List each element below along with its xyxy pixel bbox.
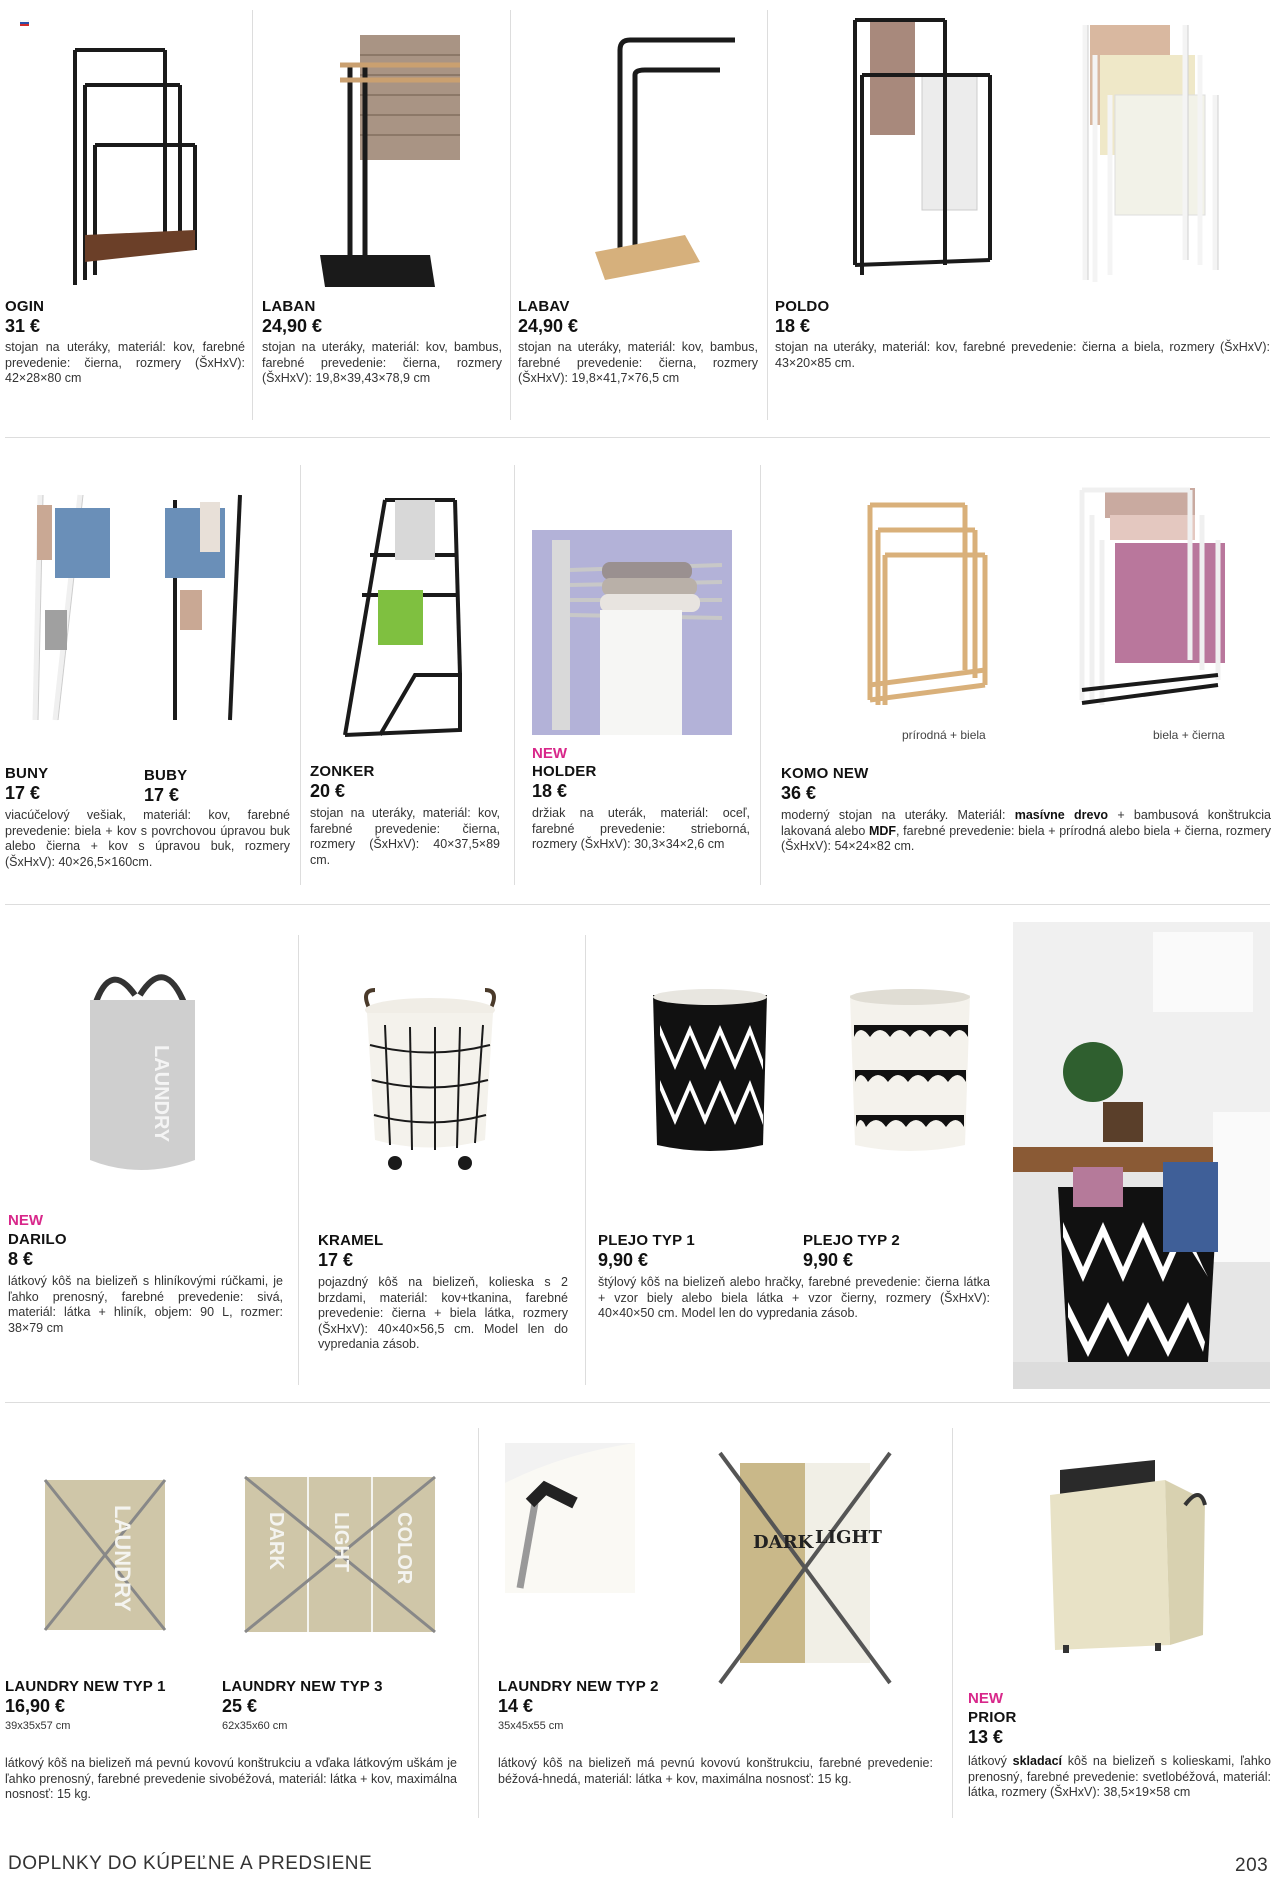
holder-towel-holder-image [532, 530, 732, 735]
product-price: 17 € [5, 783, 41, 803]
product-description: látkový skladací kôš na bielizeň s kolieskami, ľahko prenosný, farebné prevedenie: svetlobéžová, materiál: látka, rozmery (ŠxHxV): 38,5×19×58 cm [968, 1754, 1271, 1799]
product-description: stojan na uteráky, materiál: kov, farebné prevedenie: čierna, rozmery (ŠxHxV): 42×28×80 cm [5, 340, 245, 385]
bag-print-text: DARK [265, 1512, 287, 1570]
product-price: 25 € [222, 1696, 258, 1716]
product-description: viacúčelový vešiak, materiál: kov, farebné prevedenie: biela + kov s povrchovou úpravou buk alebo čierna + kov s úpravou buk, rozmery (ŠxHxV): 40×26,5×160cm. [5, 808, 290, 869]
poldo-black-towel-stand-image [850, 15, 1000, 285]
page-number: 203 [1235, 1855, 1269, 1876]
product-price: 18 € [775, 316, 811, 336]
bag-print-text: LIGHT [330, 1512, 352, 1572]
bag-print-text: COLOR [393, 1512, 415, 1585]
new-badge: NEW [532, 745, 567, 762]
product-price: 17 € [318, 1250, 354, 1270]
poldo-white-towel-stand-image [1075, 20, 1225, 290]
product-description: držiak na uterák, materiál: oceľ, farebné prevedenie: strieborná, rozmery (ŠxHxV): 30,3×34×2,6 cm [532, 806, 750, 851]
bag-print-text: LAUNDRY [110, 1505, 135, 1612]
product-price: 36 € [781, 783, 817, 803]
flag-icon [20, 20, 29, 26]
product-name: DARILO [8, 1231, 67, 1248]
divider [5, 904, 1270, 905]
new-badge: NEW [8, 1212, 43, 1229]
product-dimensions: 62x35x60 cm [222, 1720, 288, 1732]
product-description: látkový kôš na bielizeň má pevnú kovovú konštrukciu a vďaka látkovým uškám je ľahko prenosný, farebné prevedenie sivobéžová, materiál: látka + kov, maximálna nosnosť: 15 kg. [5, 1756, 457, 1801]
product-name: HOLDER [532, 763, 597, 780]
darilo-laundry-bag-image [80, 955, 205, 1175]
bag-print-text: DARK [753, 1532, 814, 1553]
product-description: pojazdný kôš na bielizeň, kolieska s 2 brzdami, materiál: kov+tkanina, farebné prevedenie: čierna + biela látka, rozmery (ŠxHxV): 40×40×56,5 cm. Model len do vypredania zásob. [318, 1275, 568, 1351]
divider [952, 1428, 953, 1818]
bag-print-text: LIGHT [815, 1527, 882, 1548]
product-description: stojan na uteráky, materiál: kov, farebné prevedenie: čierna, rozmery (ŠxHxV): 40×37,5×89 cm. [310, 806, 500, 867]
product-dimensions: 39x35x57 cm [5, 1720, 71, 1732]
product-name: LABAN [262, 298, 316, 315]
divider [5, 1402, 1270, 1403]
product-price: 13 € [968, 1727, 1004, 1747]
laundry-typ2-basket-image [715, 1443, 895, 1693]
komo-white-towel-stand-image [1070, 485, 1230, 710]
divider [767, 10, 768, 420]
product-name: POLDO [775, 298, 830, 315]
product-description: stojan na uteráky, materiál: kov, farebné prevedenie: čierna a biela, rozmery (ŠxHxV): 43×20×85 cm. [775, 340, 1270, 370]
laundry-typ3-basket-image [240, 1472, 440, 1637]
plejo-typ2-basket-image [840, 985, 980, 1160]
product-name: PRIOR [968, 1709, 1017, 1726]
divider [760, 465, 761, 885]
zonker-towel-stand-image [340, 495, 470, 745]
product-price: 9,90 € [803, 1250, 854, 1270]
product-price: 18 € [532, 781, 568, 801]
kramel-laundry-basket-image [355, 985, 505, 1175]
labav-towel-stand-image [590, 30, 740, 285]
product-name: LAUNDRY NEW TYP 1 [5, 1678, 166, 1695]
product-price: 24,90 € [518, 316, 579, 336]
ogin-towel-stand-image [55, 40, 205, 285]
product-name: OGIN [5, 298, 45, 315]
divider [5, 437, 1270, 438]
product-description: látkový kôš na bielizeň má pevnú kovovú konštrukciu, farebné prevedenie: béžová-hnedá, materiál: látka + kov, maximálna nosnosť: 15 kg. [498, 1756, 933, 1786]
divider [510, 10, 511, 420]
product-price: 8 € [8, 1249, 34, 1269]
divider [514, 465, 515, 885]
product-name: KRAMEL [318, 1232, 384, 1249]
product-name: BUBY [144, 767, 188, 784]
color-caption: prírodná + biela [902, 728, 986, 742]
product-price: 24,90 € [262, 316, 323, 336]
product-description: stojan na uteráky, materiál: kov, bambus, farebné prevedenie: čierna, rozmery (ŠxHxV): 19,8×39,43×78,9 cm [262, 340, 502, 385]
bag-print-text: LAUNDRY [150, 1045, 172, 1143]
product-name: PLEJO TYP 1 [598, 1232, 695, 1249]
product-description: štýlový kôš na bielizeň alebo hračky, farebné prevedenie: čierna látka + vzor biely alebo biela látka + vzor čierny, rozmery (ŠxHxV): 40×40×50 cm. Model len do vypredania zásob. [598, 1275, 990, 1320]
prior-laundry-basket-image [1045, 1460, 1210, 1655]
product-price: 17 € [144, 785, 180, 805]
product-description: stojan na uteráky, materiál: kov, bambus, farebné prevedenie: čierna, rozmery (ŠxHxV): 19,8×41,7×76,5 cm [518, 340, 758, 385]
product-dimensions: 35x45x55 cm [498, 1720, 564, 1732]
product-name: LAUNDRY NEW TYP 2 [498, 1678, 659, 1695]
komo-natural-towel-stand-image [860, 500, 995, 710]
divider [585, 935, 586, 1385]
laundry-typ2-detail-image [505, 1443, 635, 1593]
divider [478, 1428, 479, 1818]
product-name: LAUNDRY NEW TYP 3 [222, 1678, 383, 1695]
product-price: 9,90 € [598, 1250, 649, 1270]
plejo-lifestyle-photo [1013, 922, 1270, 1389]
product-price: 16,90 € [5, 1696, 66, 1716]
laundry-typ1-basket-image [40, 1475, 170, 1635]
product-description: moderný stojan na uteráky. Materiál: masívne drevo + bambusová konštrukcia lakovaná alebo MDF, farebné prevedenie: biela + prírodná alebo biela + čierna, rozmery (ŠxHxV): 54×24×82 cm. [781, 808, 1271, 853]
product-name: BUNY [5, 765, 49, 782]
color-caption: biela + čierna [1153, 728, 1225, 742]
product-name: LABAV [518, 298, 570, 315]
section-title: DOPLNKY DO KÚPEĽNE A PREDSIENE [8, 1853, 373, 1874]
product-price: 14 € [498, 1696, 534, 1716]
plejo-typ1-basket-image [645, 985, 775, 1160]
product-name: KOMO NEW [781, 765, 869, 782]
divider [252, 10, 253, 420]
product-description: látkový kôš na bielizeň s hliníkovými rúčkami, je ľahko prenosný, farebné prevedenie: sivá, materiál: látka + hliník, objem: 90 L, rozmer: 38×79 cm [8, 1274, 283, 1335]
divider [300, 465, 301, 885]
buny-buby-ladder-image [25, 490, 255, 725]
divider [298, 935, 299, 1385]
product-name: PLEJO TYP 2 [803, 1232, 900, 1249]
laban-towel-stand-image [320, 25, 470, 290]
product-price: 31 € [5, 316, 41, 336]
new-badge: NEW [968, 1690, 1003, 1707]
product-name: ZONKER [310, 763, 375, 780]
product-price: 20 € [310, 781, 346, 801]
